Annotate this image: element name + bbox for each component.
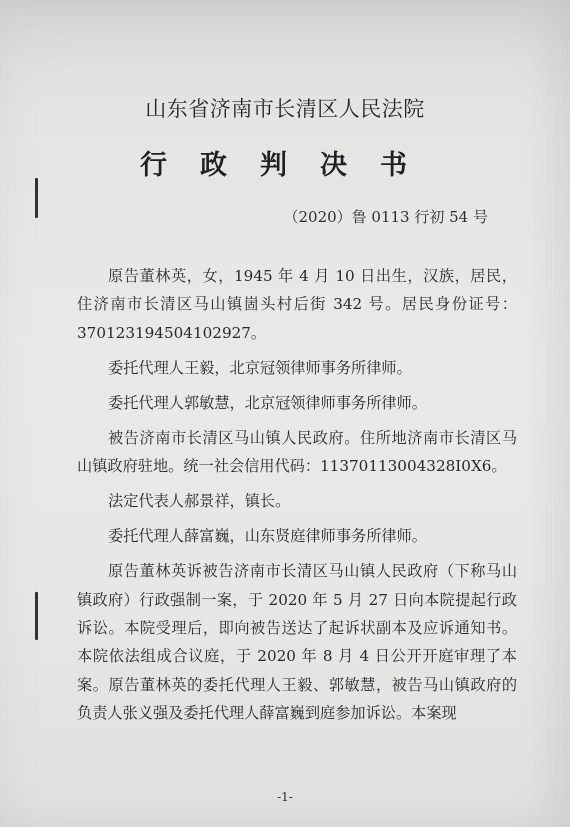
court-name: 山东省济南市长清区人民法院 [145, 97, 425, 121]
plaintiff-agent-paragraph: 委托代理人王毅，北京冠领律师事务所律师。 [108, 358, 412, 377]
legal-representative-paragraph: 法定代表人郝景祥，镇长。 [108, 492, 291, 511]
defendant-agent-paragraph: 委托代理人薛富巍，山东贤庭律师事务所律师。 [108, 527, 427, 546]
page-number: -1- [277, 790, 293, 804]
judgment-body [77, 262, 517, 728]
case-history-paragraph: 原告董林英诉被告济南市长清区马山镇人民政府（下称马山镇政府）行政强制一案，于 2020 年 5 月 27 日向本院提起行政诉讼。本院受理后，即向被告送达了起诉状副本及应诉通知书。本院依法组成合议庭，于 2020 年 8 月 4 日公开开庭审理了本案。原告董林英的委托代理人王毅、郭敏慧，被告马山镇政府的负责人张义强及委托代理人薛富巍到庭参加诉讼。本案现 [77, 562, 517, 723]
document-title: 行政判决书 [140, 150, 440, 181]
defendant-paragraph: 被告济南市长清区马山镇人民政府。住所地济南市长清区马山镇政府驻地。统一社会信用代码：11370113004328I0X6。 [77, 428, 517, 476]
binding-mark [35, 178, 38, 218]
case-number: （2020）鲁 0113 行初 54 号 [283, 208, 488, 226]
plaintiff-agent-paragraph: 委托代理人郭敏慧，北京冠领律师事务所律师。 [108, 393, 427, 412]
plaintiff-paragraph: 原告董林英，女，1945 年 4 月 10 日出生，汉族，居民，住济南市长清区马山镇崮头村后街 342 号。居民身份证号：370123194504102927。 [77, 267, 517, 342]
binding-mark [35, 592, 38, 640]
